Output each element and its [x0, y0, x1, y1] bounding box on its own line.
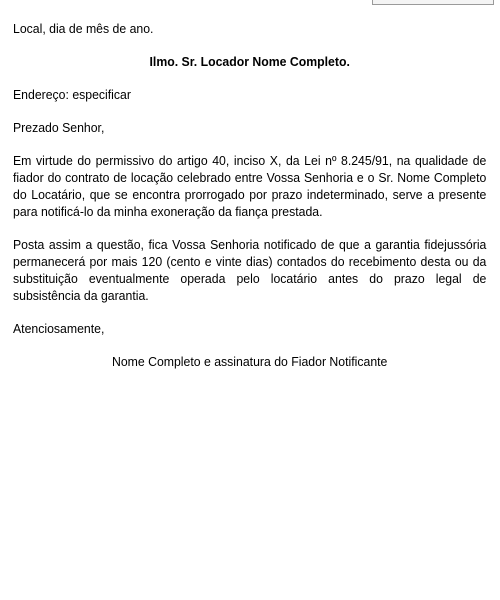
letter-document	[13, 20, 486, 370]
closing-line: Atenciosamente,	[13, 321, 105, 336]
body-paragraph-1: Em virtude do permissivo do artigo 40, inciso X, da Lei nº 8.245/91, na qualidade de fiador do contrato de locação celebrado entre Vossa Senhoria e o Sr. Nome Completo do Locatário, que se encontra prorrogado por prazo indeterminado, serve a presente para notificá-lo da minha exoneração da fiança prestada.	[13, 153, 487, 219]
signature-line: Nome Completo e assinatura do Fiador Notificante	[111, 354, 388, 369]
top-right-frame	[372, 0, 494, 5]
place-date-line: Local, dia de mês de ano.	[13, 21, 154, 36]
addressee-line: Ilmo. Sr. Locador Nome Completo.	[149, 54, 350, 69]
body-paragraph-2: Posta assim a questão, fica Vossa Senhoria notificado de que a garantia fidejussória permanecerá por mais 120 (cento e vinte dias) contados do recebimento desta ou da substituição eventualmente operada pelo locatário antes do prazo legal de subsistência da garantia.	[13, 237, 487, 303]
greeting-line: Prezado Senhor,	[13, 120, 105, 135]
address-line: Endereço: especificar	[13, 87, 131, 102]
